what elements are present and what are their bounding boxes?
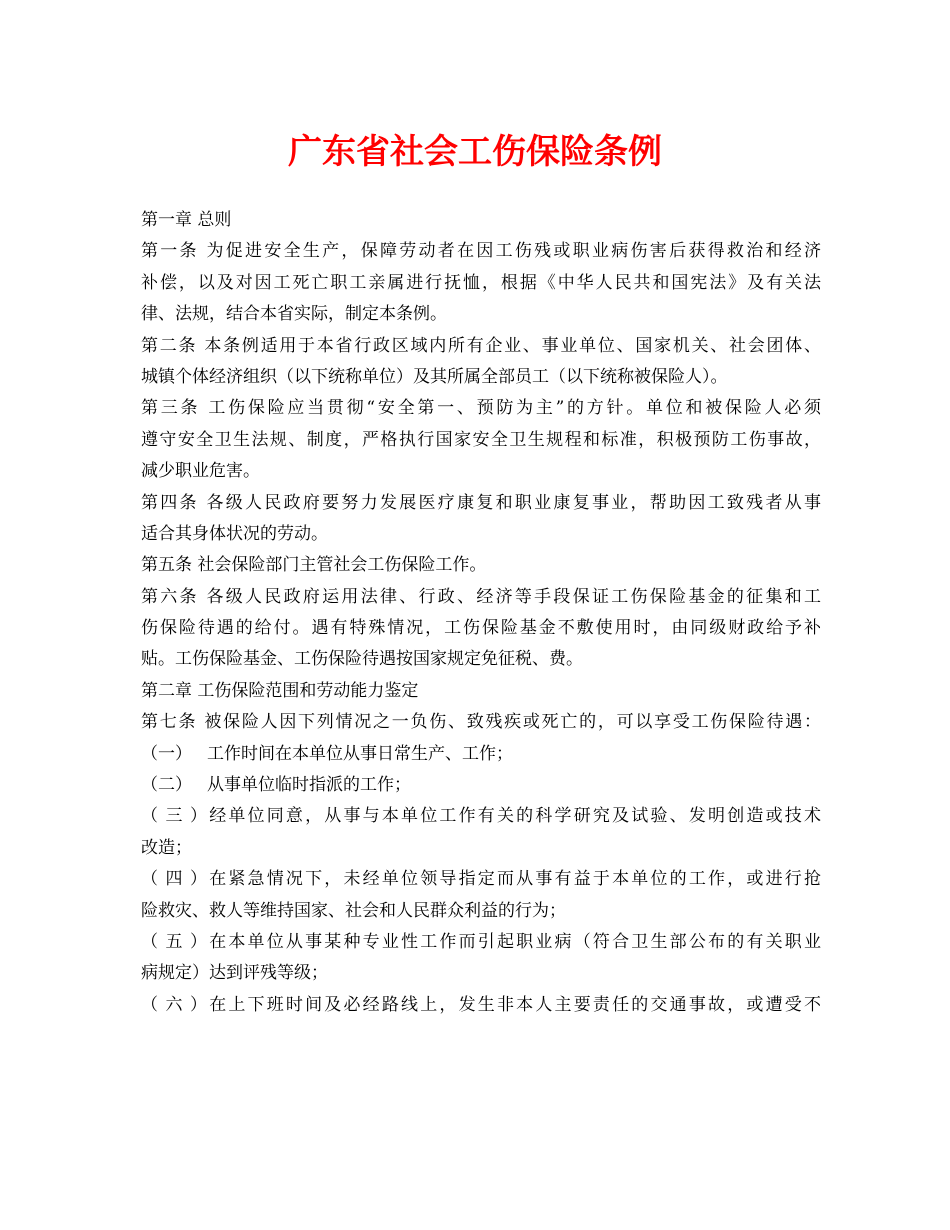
list-item-number: （六）	[141, 994, 207, 1015]
list-item-number: （五）	[141, 931, 207, 952]
list-item-line: 险救灾、救人等维持国家、社会和人民群众利益的行为；	[141, 900, 566, 921]
list-item-line	[141, 770, 821, 801]
list-item-line	[141, 927, 821, 958]
list-item-line	[141, 739, 821, 770]
list-item-number: （二）	[141, 775, 192, 796]
list-item-text: 在上下班时间及必经路线上，发生非本人主要责任的交通事故，或遭受不	[207, 994, 821, 1015]
paragraph-line: 第六条 各级人民政府运用法律、行政、经济等手段保证工伤保险基金的征集和工	[141, 586, 821, 607]
list-item-line: 改造；	[141, 837, 192, 858]
list-item-text: 在本单位从事某种专业性工作而引起职业病（符合卫生部公布的有关职业	[207, 931, 821, 952]
list-item-line	[141, 864, 821, 895]
paragraph-line: 减少职业危害。	[141, 461, 260, 482]
document-title: 广东省社会工伤保险条例	[288, 132, 662, 172]
paragraph-line: 城镇个体经济组织（以下统称单位）及其所属全部员工（以下统称被保险人）。	[141, 366, 728, 387]
list-item-text: 工作时间在本单位从事日常生产、工作；	[207, 743, 513, 764]
list-item-number: （四）	[141, 869, 207, 890]
paragraph-line: 贴。工伤保险基金、工伤保险待遇按国家规定免征税、费。	[141, 649, 583, 670]
paragraph-line: 第一章 总则	[141, 210, 232, 230]
list-item-text: 在紧急情况下，未经单位领导指定而从事有益于本单位的工作，或进行抢	[207, 869, 821, 890]
list-item-text: 从事单位临时指派的工作；	[207, 775, 411, 796]
list-item-text: 经单位同意，从事与本单位工作有关的科学研究及试验、发明创造或技术	[207, 806, 821, 827]
paragraph-line: 遵守安全卫生法规、制度，严格执行国家安全卫生规程和标准，积极预防工伤事故，	[141, 429, 821, 450]
list-item-line	[141, 990, 821, 1021]
document-body	[141, 205, 821, 1021]
paragraph-line: 伤保险待遇的给付。遇有特殊情况，工伤保险基金不敷使用时，由同级财政给予补	[141, 618, 821, 639]
paragraph-line: 第二章 工伤保险范围和劳动能力鉴定	[141, 680, 419, 701]
list-item-line: 病规定）达到评残等级；	[141, 963, 328, 984]
paragraph-line: 第一条 为促进安全生产，保障劳动者在因工伤残或职业病伤害后获得救治和经济	[141, 241, 821, 262]
paragraph-line: 第五条 社会保险部门主管社会工伤保险工作。	[141, 555, 487, 576]
paragraph-line: 适合其身体状况的劳动。	[141, 523, 328, 544]
paragraph-line: 第七条 被保险人因下列情况之一负伤、致残疾或死亡的，可以享受工伤保险待遇：	[141, 712, 821, 733]
paragraph-line: 律、法规，结合本省实际，制定本条例。	[141, 304, 447, 325]
list-item-number: （三）	[141, 806, 207, 827]
list-item-number: （一）	[141, 743, 192, 764]
paragraph-line: 第三条 工伤保险应当贯彻“安全第一、预防为主”的方针。单位和被保险人必须	[141, 398, 821, 419]
paragraph-line: 第四条 各级人民政府要努力发展医疗康复和职业康复事业，帮助因工致残者从事	[141, 492, 821, 513]
paragraph-line: 补偿，以及对因工死亡职工亲属进行抚恤，根据《中华人民共和国宪法》及有关法	[141, 272, 821, 293]
paragraph-line: 第二条 本条例适用于本省行政区域内所有企业、事业单位、国家机关、社会团体、	[141, 335, 821, 356]
list-item-line	[141, 801, 821, 832]
